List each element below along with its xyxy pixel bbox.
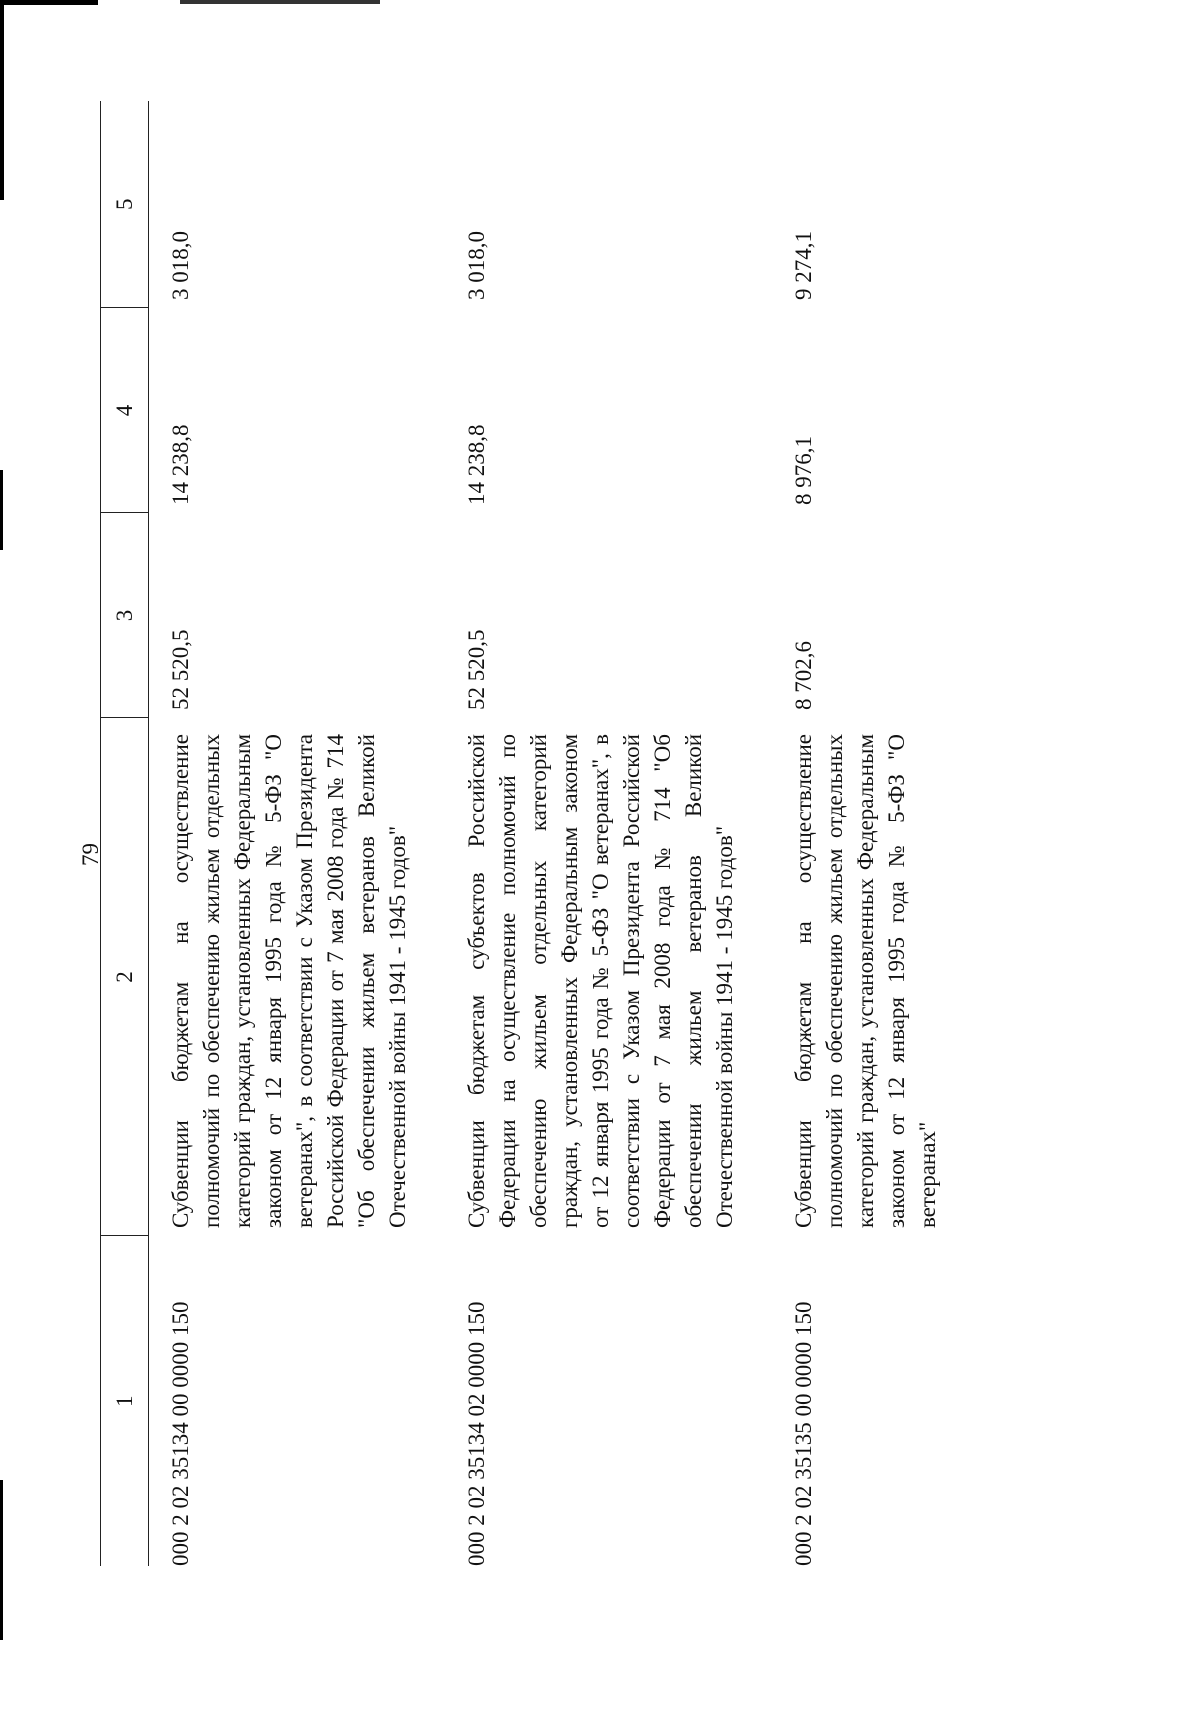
description-cell: Субвенции бюджетам субъектов Российской Федерации на осуществление полномочий по обеспечению жильем отдельных категорий граждан, установленных Федеральным законом от 12 января 1995 года № 5-ФЗ "О ветеранах", в соответствии с Указом Президента Российской Федерации от 7 мая 2008 года № 714 "Об обеспечении жильем ветеранов Великой Отечественной войны 1941 - 1945 годов" (464, 734, 737, 1228)
column-header: 3 (101, 513, 149, 718)
budget-code-cell: 000 2 02 35134 02 0000 150 (464, 1301, 489, 1566)
table-row (445, 101, 740, 1566)
table-row (149, 101, 414, 1566)
value-col3-cell: 8 702,6 (791, 641, 816, 710)
row-spacer (413, 101, 445, 1566)
table-row (772, 101, 943, 1566)
budget-table (100, 101, 943, 1566)
value-col3-cell: 52 520,5 (464, 629, 489, 710)
column-header: 4 (101, 308, 149, 513)
description-cell: Субвенции бюджетам на осуществление полномочий по обеспечению жильем отдельных категорий граждан, установленных Федеральным законом от 12 января 1995 года № 5-ФЗ "О ветеранах" (791, 734, 940, 1228)
budget-code-cell: 000 2 02 35135 00 0000 150 (791, 1301, 816, 1566)
column-header: 2 (101, 718, 149, 1236)
value-col5-cell: 3 018,0 (464, 231, 489, 300)
budget-code-cell: 000 2 02 35134 00 0000 150 (168, 1301, 193, 1566)
value-col4-cell: 14 238,8 (168, 424, 193, 505)
row-spacer (740, 101, 772, 1566)
value-col4-cell: 8 976,1 (791, 436, 816, 505)
value-col3-cell: 52 520,5 (168, 629, 193, 710)
column-header: 1 (101, 1236, 149, 1566)
description-cell: Субвенции бюджетам на осуществление полномочий по обеспечению жильем отдельных категорий граждан, установленных Федеральным законом от 12 января 1995 года № 5-ФЗ "О ветеранах", в соответствии с Указом Президента Российской Федерации от 7 мая 2008 года № 714 "Об обеспечении жильем ветеранов Великой Отечественной войны 1941 - 1945 годов" (168, 734, 410, 1228)
value-col4-cell: 14 238,8 (464, 424, 489, 505)
table-header-row (101, 101, 149, 1566)
value-col5-cell: 9 274,1 (791, 231, 816, 300)
column-header: 5 (101, 101, 149, 308)
page-number: 79 (78, 843, 103, 866)
value-col5-cell: 3 018,0 (168, 231, 193, 300)
